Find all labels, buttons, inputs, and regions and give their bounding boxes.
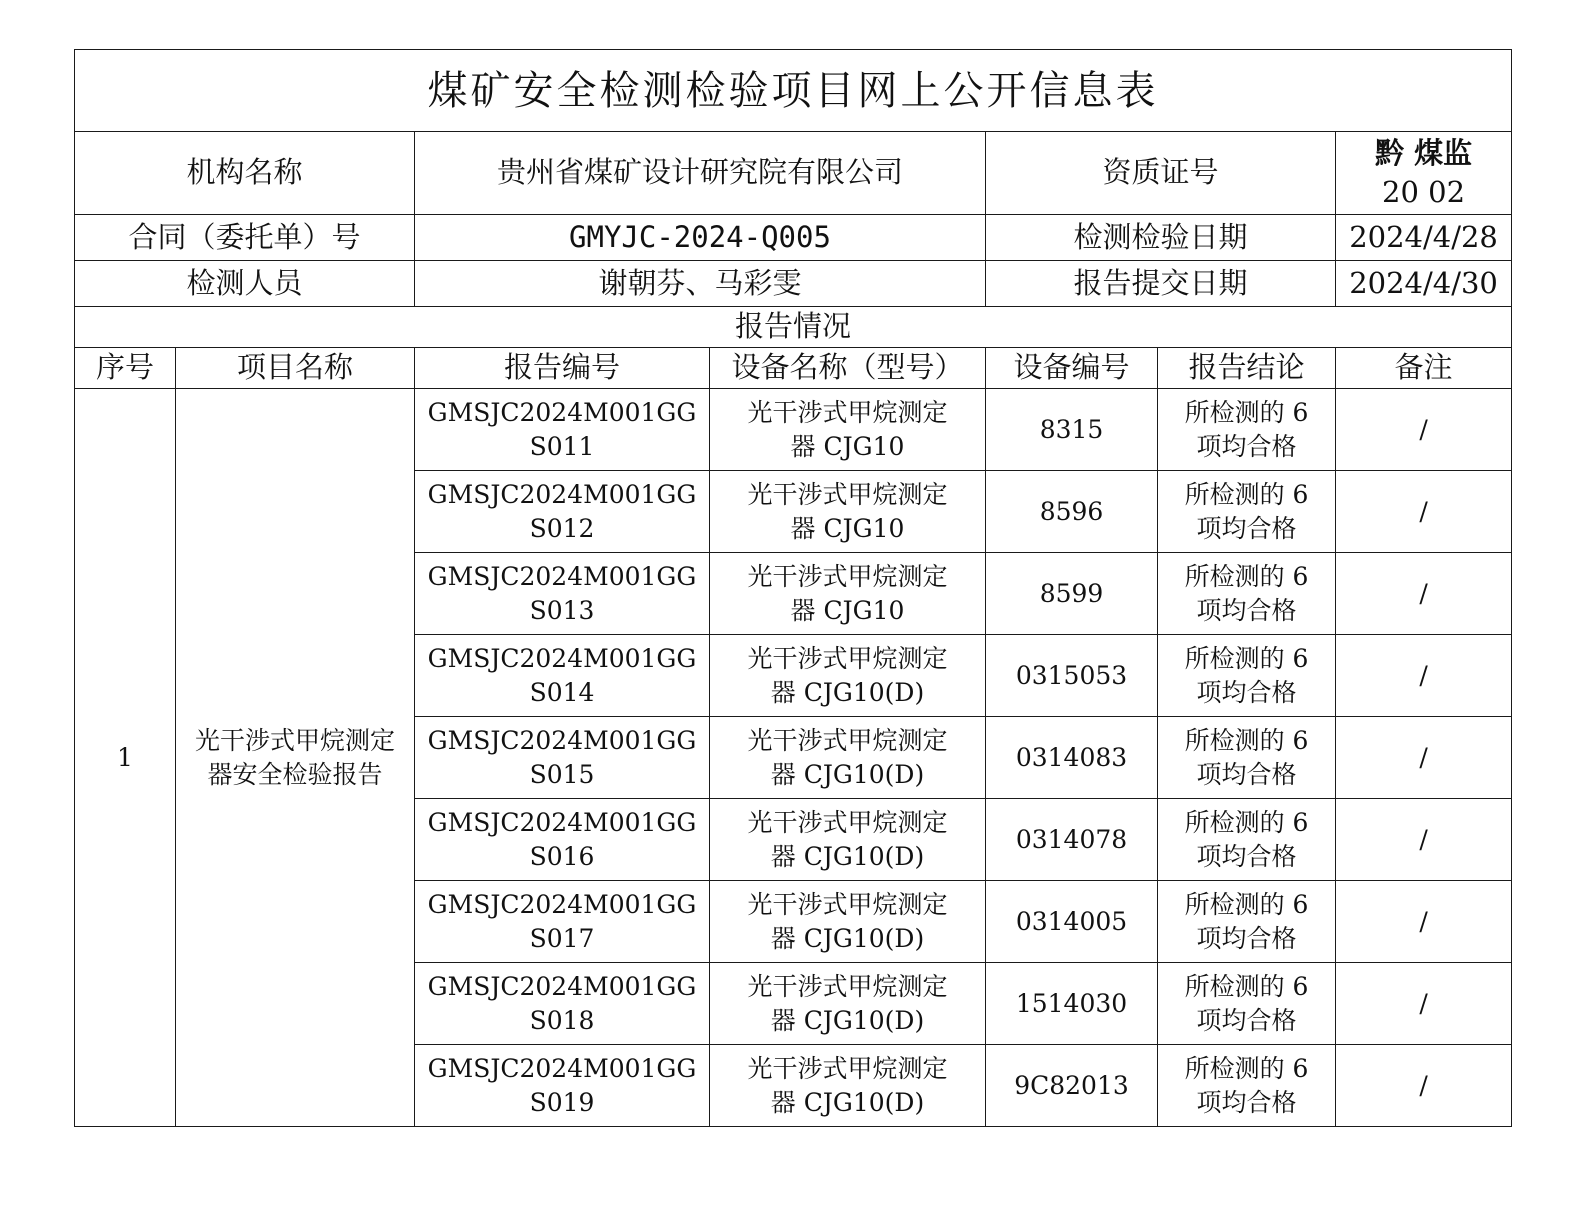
note: /	[1336, 635, 1512, 717]
section-title: 报告情况	[75, 307, 1512, 348]
report-number	[415, 717, 710, 799]
note: /	[1336, 717, 1512, 799]
conclusion	[1158, 881, 1336, 963]
column-header-project: 项目名称	[176, 348, 415, 389]
note: /	[1336, 471, 1512, 553]
device-number: 0315053	[986, 635, 1158, 717]
device-name-line2: 器 CJG10	[790, 595, 905, 625]
conclusion-line1: 所检测的 6	[1184, 807, 1309, 837]
report-number	[415, 389, 710, 471]
column-header-note: 备注	[1336, 348, 1512, 389]
device-number: 8596	[986, 471, 1158, 553]
org-label: 机构名称	[75, 132, 415, 215]
conclusion-line2: 项均合格	[1196, 1087, 1297, 1117]
note: /	[1336, 881, 1512, 963]
report-number	[415, 635, 710, 717]
conclusion-line1: 所检测的 6	[1184, 643, 1309, 673]
org-value: 贵州省煤矿设计研究院有限公司	[415, 132, 986, 215]
device-name-line2: 器 CJG10(D)	[770, 759, 925, 789]
report-number-line2: S016	[529, 841, 595, 871]
device-name-line1: 光干涉式甲烷测定	[747, 643, 948, 673]
device-name-line2: 器 CJG10(D)	[770, 841, 925, 871]
report-number-line2: S012	[529, 513, 595, 543]
device-number: 0314078	[986, 799, 1158, 881]
conclusion-line2: 项均合格	[1196, 513, 1297, 543]
submit-date-label: 报告提交日期	[986, 261, 1336, 307]
project-seq: 1	[75, 389, 176, 1127]
report-number	[415, 881, 710, 963]
device-name-line2: 器 CJG10(D)	[770, 1005, 925, 1035]
device-name-line2: 器 CJG10(D)	[770, 1087, 925, 1117]
report-number-line1: GMSJC2024M001GG	[427, 971, 697, 1001]
report-number-line1: GMSJC2024M001GG	[427, 561, 697, 591]
device-number: 1514030	[986, 963, 1158, 1045]
conclusion	[1158, 799, 1336, 881]
column-header-row	[75, 348, 1512, 389]
device-name	[710, 963, 986, 1045]
device-name-line1: 光干涉式甲烷测定	[747, 1053, 948, 1083]
report-number-line2: S013	[529, 595, 595, 625]
report-number-line1: GMSJC2024M001GG	[427, 643, 697, 673]
device-name-line1: 光干涉式甲烷测定	[747, 479, 948, 509]
device-number: 8315	[986, 389, 1158, 471]
contract-label: 合同（委托单）号	[75, 215, 415, 261]
conclusion-line1: 所检测的 6	[1184, 1053, 1309, 1083]
report-number	[415, 553, 710, 635]
staff-label: 检测人员	[75, 261, 415, 307]
project-name: 光干涉式甲烷测定器安全检验报告	[176, 389, 415, 1127]
column-header-seq: 序号	[75, 348, 176, 389]
qualification-value	[1336, 132, 1512, 215]
report-number-line2: S019	[529, 1087, 595, 1117]
report-number-line2: S014	[529, 677, 595, 707]
device-name	[710, 389, 986, 471]
conclusion-line2: 项均合格	[1196, 1005, 1297, 1035]
conclusion-line1: 所检测的 6	[1184, 725, 1309, 755]
conclusion-line2: 项均合格	[1196, 595, 1297, 625]
conclusion	[1158, 389, 1336, 471]
report-number-line2: S017	[529, 923, 595, 953]
qualification-value-line2: 20 02	[1382, 175, 1466, 209]
device-number: 8599	[986, 553, 1158, 635]
report-number-line1: GMSJC2024M001GG	[427, 807, 697, 837]
note: /	[1336, 963, 1512, 1045]
conclusion-line1: 所检测的 6	[1184, 479, 1309, 509]
submit-date-value: 2024/4/30	[1336, 261, 1512, 307]
report-number-line1: GMSJC2024M001GG	[427, 889, 697, 919]
report-number-line2: S015	[529, 759, 595, 789]
conclusion-line1: 所检测的 6	[1184, 971, 1309, 1001]
note: /	[1336, 389, 1512, 471]
conclusion	[1158, 471, 1336, 553]
qualification-label: 资质证号	[986, 132, 1336, 215]
device-name	[710, 553, 986, 635]
device-name	[710, 881, 986, 963]
device-name	[710, 471, 986, 553]
staff-value: 谢朝芬、马彩雯	[415, 261, 986, 307]
column-header-conclusion: 报告结论	[1158, 348, 1336, 389]
report-number-line2: S018	[529, 1005, 595, 1035]
note: /	[1336, 553, 1512, 635]
report-number-line1: GMSJC2024M001GG	[427, 397, 697, 427]
conclusion	[1158, 635, 1336, 717]
device-name-line1: 光干涉式甲烷测定	[747, 397, 948, 427]
device-number: 9C82013	[986, 1045, 1158, 1127]
column-header-device-no: 设备编号	[986, 348, 1158, 389]
device-name-line1: 光干涉式甲烷测定	[747, 725, 948, 755]
device-name-line1: 光干涉式甲烷测定	[747, 807, 948, 837]
device-name-line2: 器 CJG10(D)	[770, 923, 925, 953]
note: /	[1336, 799, 1512, 881]
report-number	[415, 1045, 710, 1127]
test-date-label: 检测检验日期	[986, 215, 1336, 261]
conclusion-line2: 项均合格	[1196, 841, 1297, 871]
device-name	[710, 1045, 986, 1127]
device-name-line2: 器 CJG10	[790, 431, 905, 461]
device-name-line1: 光干涉式甲烷测定	[747, 561, 948, 591]
device-name-line2: 器 CJG10	[790, 513, 905, 543]
device-number: 0314005	[986, 881, 1158, 963]
conclusion	[1158, 1045, 1336, 1127]
report-number	[415, 963, 710, 1045]
table-row	[75, 389, 1512, 471]
device-name-line1: 光干涉式甲烷测定	[747, 971, 948, 1001]
report-number-line1: GMSJC2024M001GG	[427, 479, 697, 509]
conclusion	[1158, 553, 1336, 635]
conclusion	[1158, 717, 1336, 799]
report-number	[415, 471, 710, 553]
report-number-line2: S011	[529, 431, 595, 461]
device-name	[710, 717, 986, 799]
conclusion-line2: 项均合格	[1196, 431, 1297, 461]
conclusion	[1158, 963, 1336, 1045]
column-header-device-name: 设备名称（型号）	[710, 348, 986, 389]
report-number-line1: GMSJC2024M001GG	[427, 1053, 697, 1083]
contract-value: GMYJC-2024-Q005	[415, 215, 986, 261]
note: /	[1336, 1045, 1512, 1127]
device-name-line1: 光干涉式甲烷测定	[747, 889, 948, 919]
conclusion-line1: 所检测的 6	[1184, 889, 1309, 919]
conclusion-line2: 项均合格	[1196, 759, 1297, 789]
report-number-line1: GMSJC2024M001GG	[427, 725, 697, 755]
qualification-value-line1: 黔 煤监	[1374, 135, 1473, 170]
test-date-value: 2024/4/28	[1336, 215, 1512, 261]
device-name	[710, 635, 986, 717]
conclusion-line1: 所检测的 6	[1184, 561, 1309, 591]
device-name-line2: 器 CJG10(D)	[770, 677, 925, 707]
device-number: 0314083	[986, 717, 1158, 799]
conclusion-line1: 所检测的 6	[1184, 397, 1309, 427]
device-name	[710, 799, 986, 881]
column-header-report-no: 报告编号	[415, 348, 710, 389]
page-title: 煤矿安全检测检验项目网上公开信息表	[75, 50, 1512, 132]
conclusion-line2: 项均合格	[1196, 923, 1297, 953]
conclusion-line2: 项均合格	[1196, 677, 1297, 707]
report-number	[415, 799, 710, 881]
info-table	[74, 49, 1512, 1127]
